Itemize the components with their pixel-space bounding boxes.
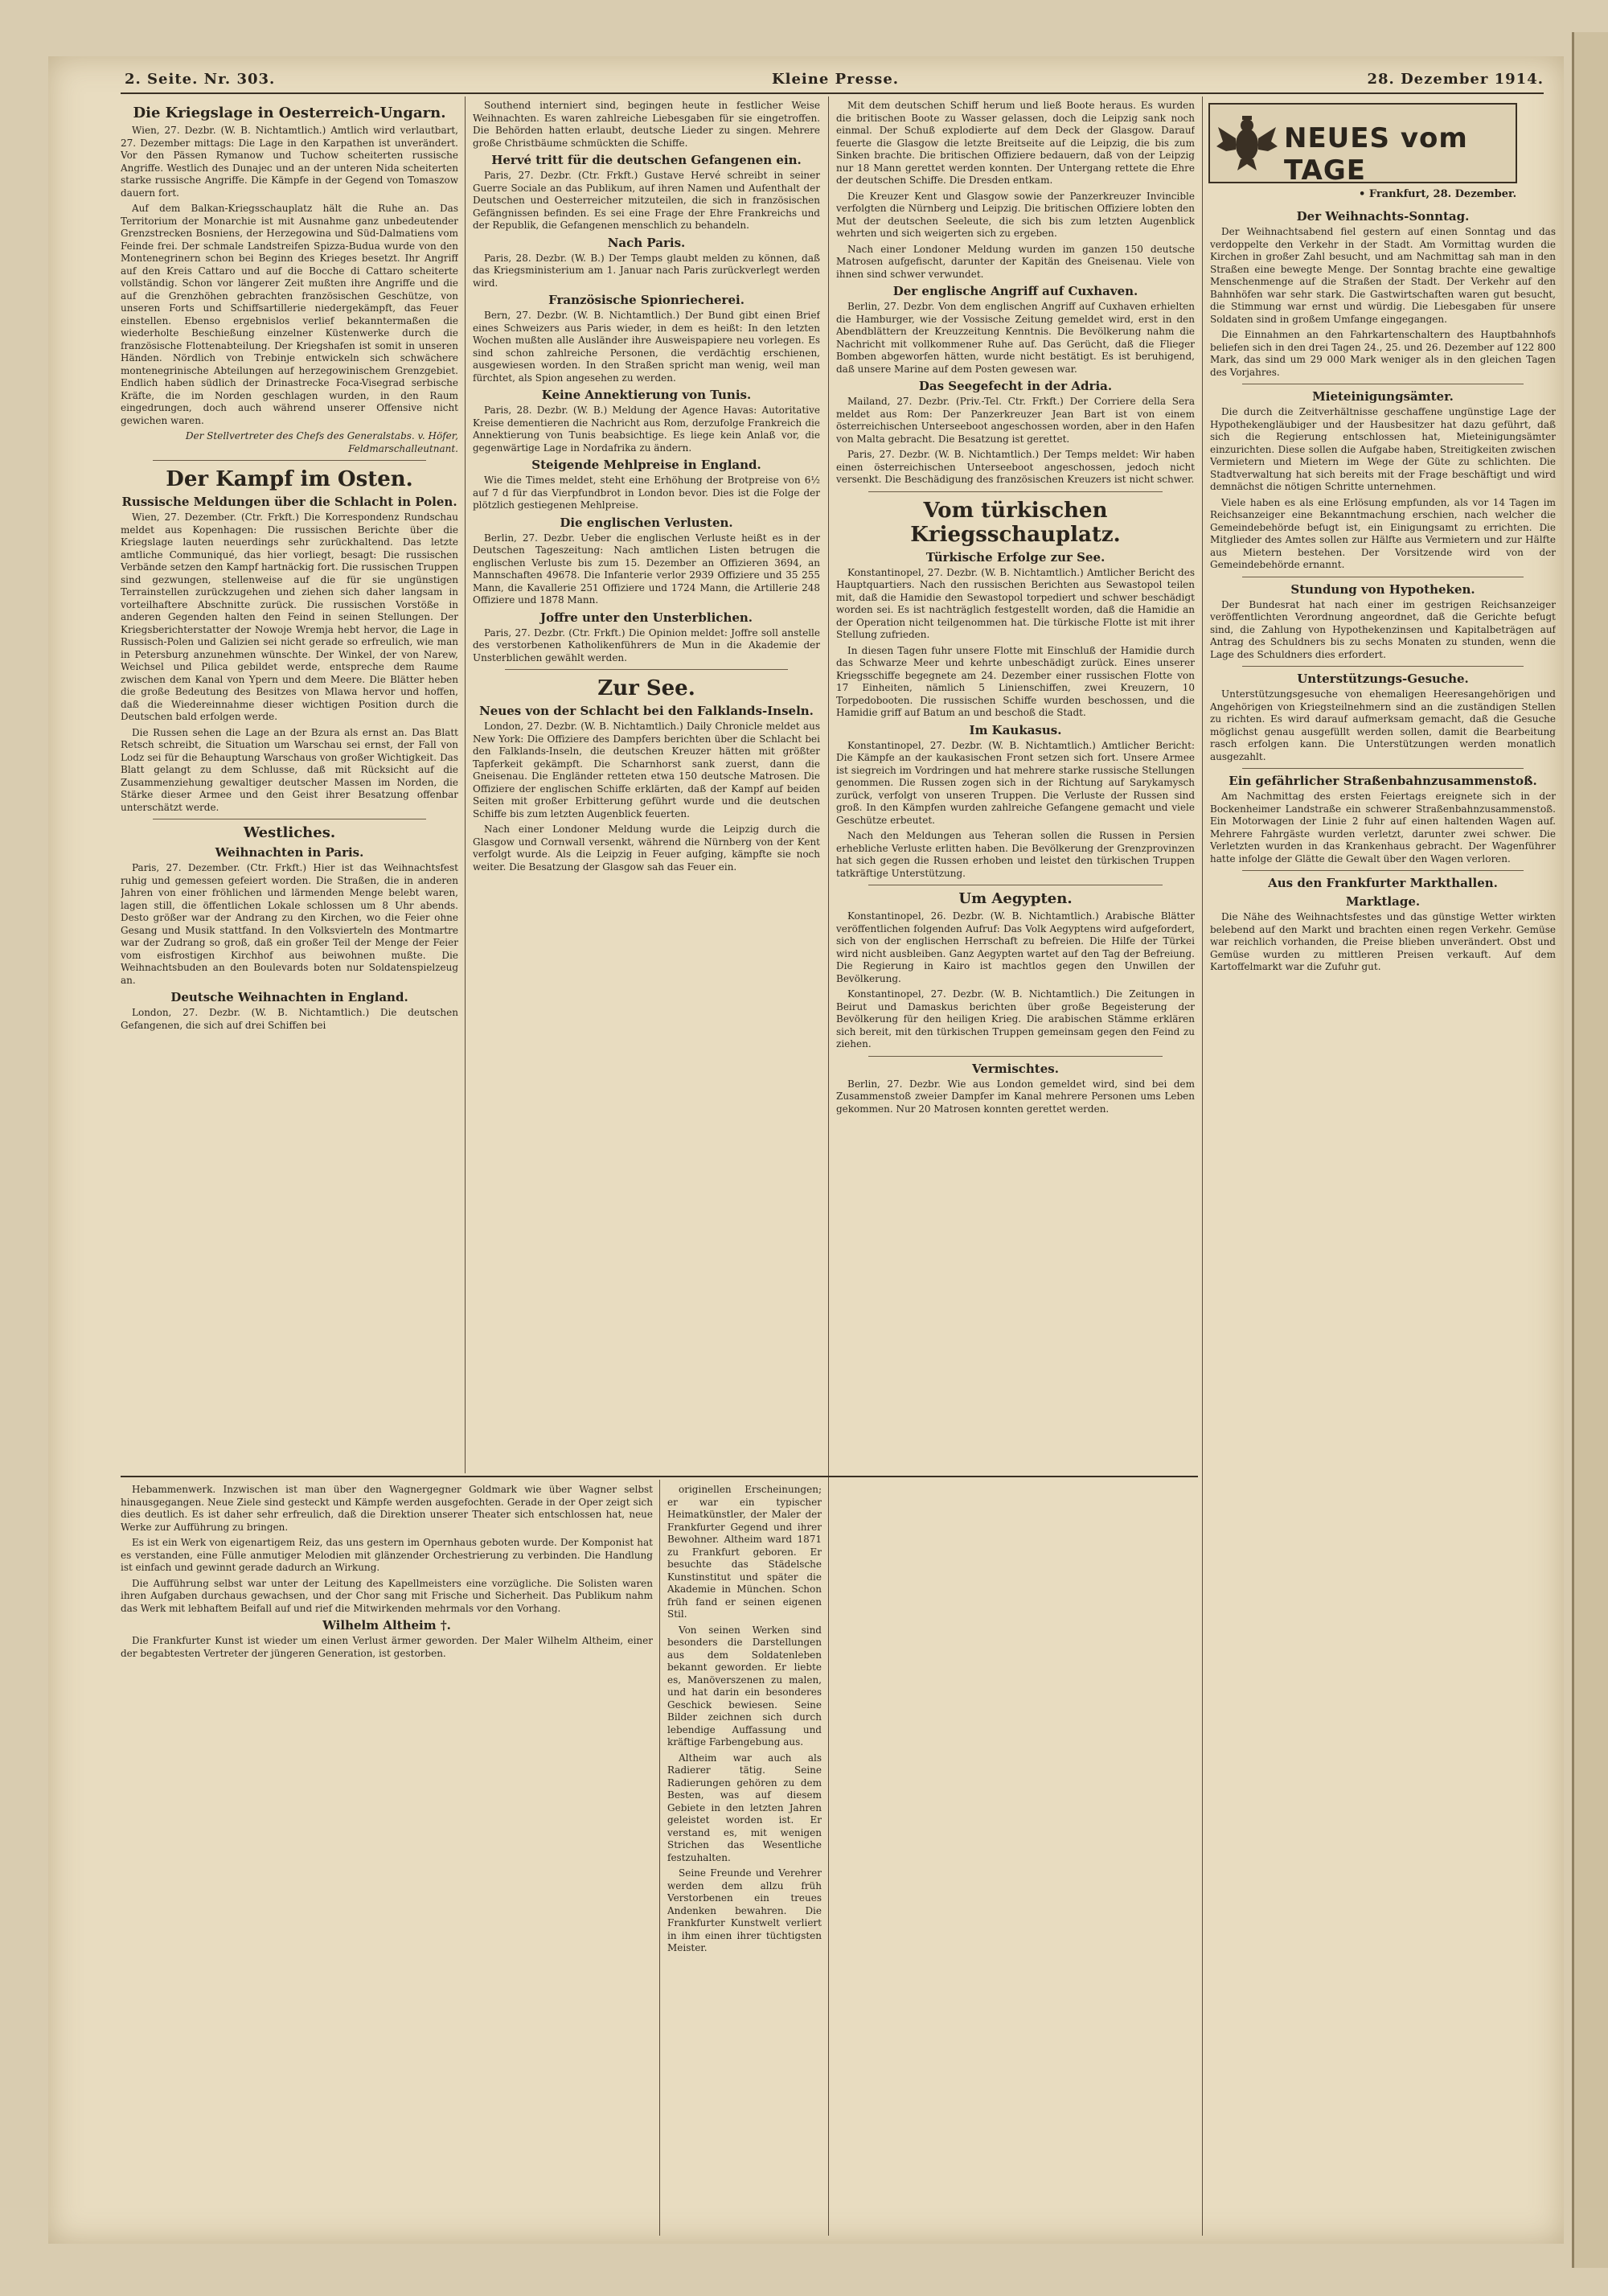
eagle-crest-icon xyxy=(1215,109,1279,174)
article-text: Wien, 27. Dezbr. (W. B. Nichtamtlich.) Amtlich wird verlautbart, 27. Dezember mittags: Die Lage in den Karpathen ist unverändert. Vor den Pässen Rymanow und Tuchow scheiterten russische Angriffe. Westlich des Dunajec und an der unteren Nida scheiterten starke russische Angriffe. Die Kämpfe in der Gegend von Tomaszow dauern fort. xyxy=(121,125,458,199)
signature: Der Stellvertreter des Chefs des Generalstabs. v. Höfer, Feldmarschalleutnant. xyxy=(185,430,458,454)
subheadline: Deutsche Weihnachten in England. xyxy=(170,990,408,1004)
headline: Die englischen Verlusten. xyxy=(560,515,733,530)
article-text: Paris, 27. Dezbr. (Ctr. Frkft.) Die Opinion meldet: Joffre soll anstelle des verstorbenen Katholikenführers de Mun in die Akademie der Unsterblichen gewählt werden. xyxy=(473,626,820,663)
article-text: Der Bundesrat hat nach einer im gestrigen Reichsanzeiger veröffentlichten Verordnung angeordnet, daß die Gerichte befugt sind, die Zahlung von Hypothekenzinsen und Kapitalbeträgen auf Antrag des Schuldners bis zu sechs Monaten zu stunden, wenn die Lage des Schuldners dies erfordert. xyxy=(1210,598,1556,660)
article-text: Auf dem Balkan-Kriegsschauplatz hält die Ruhe an. Das Territorium der Monarchie ist mit Ausnahme ganz unbedeutender Grenzstrecken Bosniens, der Herzegowina und Süd-Dalmatiens vom Feinde frei. Der schmale Landstreifen Spizza-Budua wurde von den Montenegrinern schon bei Beginn des Krieges besetzt. Ihr Angriff auf den Kreis Cattaro und auf die Bocche di Cattaro scheiterte vollständig. Schon vor längerer Zeit mußten ihre Angriffe und die auf die Grenzhöhen gebrachten französischen Geschütze, von unseren Forts und Schiffsartillerie niedergekämpft, das Feuer einstellen. Ebenso ergebnislos verlief bekanntermaßen die wiederholte Beschießung einzelner Küstenwerke durch die französische Flottenabteilung. Der Kriegshafen ist somit in unseren Händen. Nördlich von Trebinje entwickeln sich schwächere montenegrinische Abteilungen auf herzegowinischem Grenzgebiet. Endlich haben südlich der Drinastrecke Foca-Visegrad serbische Kräfte, die im Norden geschlagen wurden, in den Raum eingedrungen, doch auch während unserer Offensive nicht gewichen waren. xyxy=(121,203,458,426)
subheadline: Russische Meldungen über die Schlacht in Polen. xyxy=(121,495,457,509)
headline: Zur See. xyxy=(597,676,695,700)
article-text: Mit dem deutschen Schiff herum und ließ Boote heraus. Es wurden die britischen Boote zu Wasser gelassen, doch die Leipzig sank noch einmal. Der Schuß explodierte auf dem Deck der Glasgow. Darauf feuerte die Glasgow die letzte Breitseite auf die Leipzig, die bis zum Sinken brachte. Die britischen Offiziere bedauern, daß von der Leipzig nur 18 Mann gerettet werden konnten. Der Untergang rettete die Ehre der deutschen Schiffe. Die Dresden entkam. xyxy=(836,100,1195,186)
article-text: Die Einnahmen an den Fahrkartenschaltern des Hauptbahnhofs beliefen sich in den drei Tagen 24., 25. und 26. Dezember auf 122 800 Mark, das sind um 29 000 Mark weniger als in den gleichen Tagen des Vorjahres. xyxy=(1210,329,1556,378)
article-text: Konstantinopel, 26. Dezbr. (W. B. Nichtamtlich.) Arabische Blätter veröffentlichen folgenden Aufruf: Das Volk Aegyptens wird aufgefordert, sich von der englischen Herrschaft zu befreien. Die Hilfe der Türkei wird nicht ausbleiben. Ganz Aegypten wartet auf den Tag der Befreiung. Die Regierung in Kairo ist machtlos gegen den Unwillen der Bevölkerung. xyxy=(836,910,1195,984)
divider xyxy=(1242,768,1524,769)
subheadline: Marktlage. xyxy=(1345,894,1421,909)
article-text: Berlin, 27. Dezbr. Wie aus London gemeldet wird, sind bei dem Zusammenstoß zweier Dampfer im Kanal mehrere Personen ums Leben gekommen. Nur 20 Matrosen konnten gerettet werden. xyxy=(836,1078,1195,1115)
headline: Mieteinigungsämter. xyxy=(1312,389,1454,404)
issue-date: 28. Dezember 1914. xyxy=(1367,71,1544,88)
headline: Wilhelm Altheim †. xyxy=(322,1618,451,1633)
feuilleton-column-1 xyxy=(121,1484,653,2232)
article-text: Die Kreuzer Kent und Glasgow sowie der Panzerkreuzer Invincible verfolgten die Nürnberg und Leipzig. Die britischen Offiziere lobten den Mut der deutschen Seeleute, die sich bis zum letzten Augenblick wehrten und sich weigerten sich zu ergeben. xyxy=(836,190,1195,239)
article-text: Die Nähe des Weihnachtsfestes und das günstige Wetter wirkten belebend auf den Markt und brachten einen regen Verkehr. Gemüse war reichlich vorhanden, die Preise blieben unverändert. Obst und Gemüse wurden zu mittleren Preisen verkauft. Auf dem Kartoffelmarkt war die Zufuhr gut. xyxy=(1210,911,1556,972)
article-text: Nach den Meldungen aus Teheran sollen die Russen in Persien erhebliche Verluste erlitten haben. Die Bevölkerung der Grenzprovinzen hat sich gegen die Russen erhoben und leistet den türkischen Truppen tatkräftige Unterstützung. xyxy=(836,830,1195,879)
headline: Der Kampf im Osten. xyxy=(166,467,413,491)
article-text: Altheim war auch als Radierer tätig. Seine Radierungen gehören zu dem Besten, was auf diesem Gebiete in den letzten Jahren geleistet worden ist. Er verstand es, mit wenigen Strichen das Wesentliche festzuhalten. xyxy=(667,1752,822,1863)
divider xyxy=(1242,870,1524,871)
article-text: London, 27. Dezbr. (W. B. Nichtamtlich.) Die deutschen Gefangenen, die sich auf drei Schiffen bei xyxy=(121,1007,458,1031)
headline: Nach Paris. xyxy=(607,235,686,250)
article-text: Paris, 28. Dezbr. (W. B.) Meldung der Agence Havas: Autoritative Kreise dementieren die Nachricht aus Rom, derzufolge Frankreich die Annektierung von Tunis beabsichtige. Es liege kein Anlaß vor, die gegenwärtige Lage in Nordafrika zu ändern. xyxy=(473,405,820,454)
article-text: Konstantinopel, 27. Dezbr. (W. B. Nichtamtlich.) Amtlicher Bericht: Die Kämpfe an der kaukasischen Front setzen sich fort. Unsere Armee ist siegreich im Vordringen und hat mehrere starke russische Stellungen genommen. Die Russen zogen sich in der Richtung auf Sarykamysch zurück, verfolgt von unseren Truppen. Die Verluste der Russen sind groß. In den Kämpfen wurden zahlreiche Gefangene gemacht und viele Geschütze erbeutet. xyxy=(836,739,1195,826)
section-masthead xyxy=(1208,103,1517,187)
newspaper-title: Kleine Presse. xyxy=(772,71,900,88)
article-text: Paris, 28. Dezbr. (W. B.) Der Temps glaubt melden zu können, daß das Kriegsministerium am 1. Januar nach Paris zurückverlegt werden wird. xyxy=(473,252,820,289)
article-text: Berlin, 27. Dezbr. Ueber die englischen Verluste heißt es in der Deutschen Tageszeitung: Nach amtlichen Listen betrugen die englischen Verluste bis zum 15. Dezember an Offizieren 3694, an Mannschaften 49678. Die Infanterie verlor 2939 Offiziere und 35 255 Mann, die Kavallerie 251 Offiziere und 1724 Mann, die Artillerie 248 Offiziere und 1878 Mann. xyxy=(473,532,820,606)
page-number: 2. Seite. Nr. 303. xyxy=(125,71,276,88)
headline: Französische Spionriecherei. xyxy=(548,293,745,307)
article-text: Nach einer Londoner Meldung wurde die Leipzig durch die Glasgow und Cornwall versenkt, während die Nürnberg von der Kent verfolgt wurde. Als die Leipzig in Feuer aufging, kämpfte sie noch weiter. Die Besatzung der Glasgow sah das Feuer ein. xyxy=(473,824,820,873)
article-text: Southend interniert sind, begingen heute in festlicher Weise Weihnachten. Es waren zahlreiche Liebesgaben für sie eingetroffen. Die Behörden hatten erlaubt, deutsche Lieder zu singen. Mehrere große Christbäume schmückten die Schiffe. xyxy=(473,100,820,149)
column-1 xyxy=(121,100,458,1471)
column-rule xyxy=(828,97,829,2236)
headline: Vom türkischen Kriegsschauplatz. xyxy=(910,498,1121,547)
article-text: Konstantinopel, 27. Dezbr. (W. B. Nichtamtlich.) Amtlicher Bericht des Hauptquartiers. Nach den russischen Berichten aus Sewastopol teilen mit, daß die Hamidie den Sewastopol torpediert und schwer beschädigt worden sei. Es ist nachträglich festgestellt worden, daß die Hamidie an der Operation nicht teilgenommen hat. Die türkische Flotte ist mit ihrer Stellung zufrieden. xyxy=(836,566,1195,640)
headline: Um Aegypten. xyxy=(958,890,1073,907)
headline: Westliches. xyxy=(243,824,336,841)
article-text: Paris, 27. Dezbr. (Ctr. Frkft.) Gustave Hervé schreibt in seiner Guerre Sociale an das Publikum, auf ihren Namen und Aufenthalt der Deutschen und Oesterreicher mitzuteilen, die sich in französischen Gefängnissen befinden. Es sei eine Frage der Ehre Frankreichs und der Republik, die Gefangenen menschlich zu behandeln. xyxy=(473,170,820,231)
article-text: Die Frankfurter Kunst ist wieder um einen Verlust ärmer geworden. Der Maler Wilhelm Altheim, einer der begabtesten Vertreter der jüngeren Generation, ist gestorben. xyxy=(121,1635,653,1659)
article-text: originellen Erscheinungen; er war ein typischer Heimatkünstler, der Maler der Frankfurter Gegend und ihrer Bewohner. Altheim ward 1871 zu Frankfurt geboren. Er besuchte das Städelsche Kunstinstitut und später die Akademie in München. Schon früh fand er seinen eigenen Stil. xyxy=(667,1484,822,1620)
headline: Ein gefährlicher Straßenbahnzusammenstoß. xyxy=(1229,774,1537,788)
column-rule xyxy=(659,1480,660,2236)
header-rule xyxy=(121,92,1544,94)
article-text: Wie die Times meldet, steht eine Erhöhung der Brotpreise von 6½ auf 7 d für das Vierpfundbrot in London bevor. Dies ist die Folge der plötzlich gestiegenen Mehlpreise. xyxy=(473,474,820,511)
article-text: Konstantinopel, 27. Dezbr. (W. B. Nichtamtlich.) Die Zeitungen in Beirut und Damaskus berichten über große Begeisterung der Bevölkerung für den heiligen Krieg. Die arabischen Stämme erklären sich bereit, mit den türkischen Truppen gemeinsam gegen den Feind zu ziehen. xyxy=(836,988,1195,1049)
article-text: Die durch die Zeitverhältnisse geschaffene ungünstige Lage der Hypothekengläubiger und der Hausbesitzer hat dazu geführt, daß sich die Regierung entschlossen hat, Mieteinigungsämter einzurichten. Diese sollen die Aufgabe haben, Streitigkeiten zwischen Vermietern und Mietern im Wege der Güte zu schlichten. Die Stadtverwaltung hat sich bereits mit der Frage beschäftigt und wird demnächst die nötigen Schritte unternehmen. xyxy=(1210,406,1556,492)
article-text: Berlin, 27. Dezbr. Von dem englischen Angriff auf Cuxhaven erhielten die Hamburger, wie der Vossische Zeitung gemeldet wird, erst in den Abendblättern der Kreuzzeitung Kenntnis. Die Bevölkerung nahm die Nachricht mit vollkommener Ruhe auf. Das Gerücht, daß die Flieger Bomben abgeworfen hätten, wurde nicht bestätigt. Es ist beruhigend, daß unsere Marine auf dem Posten gewesen war. xyxy=(836,301,1195,375)
dateline: • Frankfurt, 28. Dezember. xyxy=(1359,188,1517,200)
headline: Die Kriegslage in Oesterreich-Ungarn. xyxy=(133,105,446,121)
divider xyxy=(505,669,788,670)
article-text: Mailand, 27. Dezbr. (Priv.-Tel. Ctr. Frkft.) Der Corriere della Sera meldet aus Rom: Der Panzerkreuzer Jean Bart ist von einem österreichischen Unterseeboot angeschossen worden, aber in den Hafen von Malta gebracht. Die Besatzung ist gerettet. xyxy=(836,396,1195,445)
column-2 xyxy=(473,100,820,1471)
column-4 xyxy=(1210,206,1556,2232)
headline: Aus den Frankfurter Markthallen. xyxy=(1268,876,1498,890)
article-text: London, 27. Dezbr. (W. B. Nichtamtlich.) Daily Chronicle meldet aus New York: Die Offiziere des Dampfers berichten über die Schlacht bei den Falklands-Inseln, die deutschen Kreuzer hätten mit größter Tapferkeit gekämpft. Die Scharnhorst sank zuerst, dann die Gneisenau. Die Engländer retteten etwa 150 deutsche Matrosen. Die Offiziere der englischen Schiffe erklärten, daß der Kampf auf beiden Seiten mit großer Erbitterung geführt wurde und die deutschen Schiffe bis zum letzten Augenblick feuerten. xyxy=(473,721,820,819)
headline: Stundung von Hypotheken. xyxy=(1290,581,1475,597)
article-text: Von seinen Werken sind besonders die Darstellungen aus dem Soldatenleben bekannt geworden. Er liebte es, Manöverszenen zu malen, und hat darin ein besonderes Geschick bewiesen. Seine Bilder zeichnen sich durch lebendige Auffassung und kräftige Farbengebung aus. xyxy=(667,1624,822,1748)
headline: Keine Annektierung von Tunis. xyxy=(541,388,752,402)
subheadline: Türkische Erfolge zur See. xyxy=(925,549,1106,565)
section-title: NEUES vom TAGE xyxy=(1284,122,1468,187)
divider xyxy=(868,1056,1163,1057)
subheadline: Weihnachten in Paris. xyxy=(215,845,364,860)
article-text: Paris, 27. Dezbr. (W. B. Nichtamtlich.) Der Temps meldet: Wir haben einen österreichischen Unterseeboot angeschossen, jedoch nicht versenkt. Die Beschädigung des französischen Kreuzers ist nicht schwer. xyxy=(836,449,1195,485)
headline: Steigende Mehlpreise in England. xyxy=(531,458,761,472)
divider xyxy=(868,491,1163,492)
feuilleton-column-2 xyxy=(667,1484,822,2232)
headline: Der Weihnachts-Sonntag. xyxy=(1296,209,1470,224)
divider xyxy=(1242,666,1524,667)
article-text: Viele haben es als eine Erlösung empfunden, als vor 14 Tagen im Reichsanzeiger eine Bekanntmachung erschien, nach welcher die Gemeindebehörde befugt ist, ein Einigungsamt zu errichten. Die Mitglieder des Amtes sollen zur Hälfte aus Vermietern und zur Hälfte aus Mietern bestehen. Der Vorsitzende wird von der Gemeindebehörde ernannt. xyxy=(1210,496,1556,570)
column-3 xyxy=(836,100,1195,2231)
column-rule xyxy=(465,97,466,1473)
article-text: Nach einer Londoner Meldung wurden im ganzen 150 deutsche Matrosen aufgefischt, darunter der Kapitän des Gneisenau. Viele von ihnen sind schwer verwundet. xyxy=(836,243,1195,280)
headline: Hervé tritt für die deutschen Gefangenen ein. xyxy=(491,153,802,167)
headline: Joffre unter den Unsterblichen. xyxy=(539,610,753,625)
subheadline: Neues von der Schlacht bei den Falklands-Inseln. xyxy=(479,704,814,718)
article-text: Die Aufführung selbst war unter der Leitung des Kapellmeisters eine vorzügliche. Die Solisten waren ihren Aufgaben durchaus gewachsen, und der Chor sang mit Frische und Sicherheit. Das Publikum nahm das Werk mit lebhaftem Beifall auf und rief die Mitwirkenden mehrmals vor den Vorhang. xyxy=(121,1577,653,1614)
article-text: In diesen Tagen fuhr unsere Flotte mit Einschluß der Hamidie durch das Schwarze Meer und kehrte unbeschädigt zurück. Eines unserer Kriegsschiffe begegnete am 24. Dezember einer russischen Flotte von 17 Einheiten, nämlich 5 Linienschiffen, zwei Kreuzern, 10 Torpedobooten. Die russischen Schiffe wurden beschossen, und die Hamidie griff auf Batum an und beschoß die Stadt. xyxy=(836,644,1195,718)
article-text: Die Russen sehen die Lage an der Bzura als ernst an. Das Blatt Retsch schreibt, die Situation um Warschau sei ernst, der Fall von Lodz sei für die Behauptung Warschaus von großer Wichtigkeit. Das Blatt gelangt zu dem Schlusse, daß mit Rücksicht auf die Zusammenziehung gewaltiger deutscher Massen im Norden, die Stärke dieser Armee und den Geist ihrer Besatzung offenbar unterschätzt werde. xyxy=(121,726,458,813)
headline: Vermischtes. xyxy=(972,1061,1059,1076)
article-text: Hebammenwerk. Inzwischen ist man über den Wagnergegner Goldmark wie über Wagner selbst hinausgegangen. Neue Ziele sind gesteckt und Kämpfe werden ausgefochten. Gerade in der Oper zeigt sich dies deutlich. Es ist daher sehr erfreulich, daß die Direktion unserer Theater sich entschlossen hat, neue Werke zur Aufführung zu bringen. xyxy=(121,1484,653,1533)
article-text: Paris, 27. Dezember. (Ctr. Frkft.) Hier ist das Weihnachtsfest ruhig und gemessen gefeiert worden. Die Straßen, die in anderen Jahren von einer fröhlichen und lärmenden Menge belebt waren, lagen still, die öffentlichen Lokale schlossen um 8 Uhr abends. Desto größer war der Andrang zu den Kirchen, wo die Feier ohne Gesang und Musik stattfand. In den Volksvierteln des Montmartre war der Zudrang so groß, daß ein großer Teil der Menge der Feier vom eisfrostigen Kirchhof aus beiwohnen mußte. Die Weihnachtsbuden an den Boulevards boten nur Soldatenspielzeug an. xyxy=(121,862,458,986)
article-text: Bern, 27. Dezbr. (W. B. Nichtamtlich.) Der Bund gibt einen Brief eines Schweizers aus Paris wieder, in dem es heißt: In den letzten Wochen mußten alle Ausländer ihre Ausweispapiere neu vorlegen. Es sind schon zahlreiche Personen, die verdächtig erschienen, ausgewiesen worden. In den Straßen spricht man wenig, weil man fürchtet, als Spion angesehen zu werden. xyxy=(473,310,820,384)
headline: Das Seegefecht in der Adria. xyxy=(918,379,1113,393)
headline: Der englische Angriff auf Cuxhaven. xyxy=(892,284,1138,298)
article-text: Es ist ein Werk von eigenartigem Reiz, das uns gestern im Opernhaus geboten wurde. Der Komponist hat es verstanden, eine Fülle anmutiger Melodien mit glänzender Orchestrierung zu verbinden. Die Handlung ist einfach und gewinnt gerade dadurch an Wirkung. xyxy=(121,1537,653,1573)
article-text: Wien, 27. Dezember. (Ctr. Frkft.) Die Korrespondenz Rundschau meldet aus Kopenhagen: Die russischen Berichte über die Kriegslage lauten neuerdings sehr zurückhaltend. Das letzte amtliche Communiqué, das hier vorliegt, besagt: Die russischen Verbände setzen den Kampf hartnäckig fort. Die russischen Truppen sind gezwungen, stellenweise auf die für sie ungünstigen Terrainstellen zurückzugehen und ziehen sich daher langsam in vorteilhaftere Abschnitte zurück. Die russischen Vorstöße in anderen Gegenden halten den Feind in seinen Stellungen. Der Kriegsberichterstatter der Nowoje Wremja hebt hervor, die Lage in Russisch-Polen und Galizien sei nicht gerade so erfreulich, wie man in Petersburg anzunehmen wünschte. Der Winkel, der von Narew, Weichsel und Pilica gebildet werde, entspreche dem Raume zwischen dem Kanal von Ypern und dem Meere. Die Blätter heben die große Bedeutung des Besitzes von Mlawa hervor und hoffen, daß die Wiedereinnahme dieser wichtigen Position durch die Deutschen bald erfolgen werde. xyxy=(121,511,458,722)
adjacent-page-edge xyxy=(1572,32,1608,2268)
article-text: Seine Freunde und Verehrer werden dem allzu früh Verstorbenen ein treues Andenken bewahren. Die Frankfurter Kunstwelt verliert in ihm einen ihrer tüchtigsten Meister. xyxy=(667,1867,822,1953)
column-rule xyxy=(1202,97,1203,2236)
divider xyxy=(153,460,426,461)
article-text: Unterstützungsgesuche von ehemaligen Heeresangehörigen und Angehörigen von Kriegsteilnehmern sind an die zuständigen Stellen zu richten. Es wird darauf aufmerksam gemacht, daß die Gesuche möglichst genau ausgefüllt werden sollen, damit die Bearbeitung rasch erfolgen kann. Die Unterstützungen werden monatlich ausgezahlt. xyxy=(1210,688,1556,762)
subheadline: Im Kaukasus. xyxy=(969,722,1062,737)
headline: Unterstützungs-Gesuche. xyxy=(1297,672,1469,686)
article-text: Am Nachmittag des ersten Feiertags ereignete sich in der Bockenheimer Landstraße ein schwerer Straßenbahnzusammenstoß. Ein Motorwagen der Linie 2 fuhr auf einen haltenden Wagen auf. Mehrere Fahrgäste wurden verletzt, darunter zwei schwer. Die Verletzten wurden in das Krankenhaus gebracht. Der Wagenführer hatte infolge der Glätte die Gewalt über den Wagen verloren. xyxy=(1210,791,1556,865)
article-text: Der Weihnachtsabend fiel gestern auf einen Sonntag und das verdoppelte den Verkehr in der Stadt. Am Vormittag wurden die Kirchen in großer Zahl besucht, und am Nachmittag sah man in den Straßen eine bewegte Menge. Der Sonntag brachte eine gewaltige Menschenmenge auf die Straßen der Stadt. Der Verkehr auf den Bahnhöfen war sehr stark. Die Gastwirtschaften waren gut besucht, die Stimmung war ernst und würdig. Die Liebesgaben für unsere Soldaten sind in großem Umfange eingegangen. xyxy=(1210,226,1556,325)
